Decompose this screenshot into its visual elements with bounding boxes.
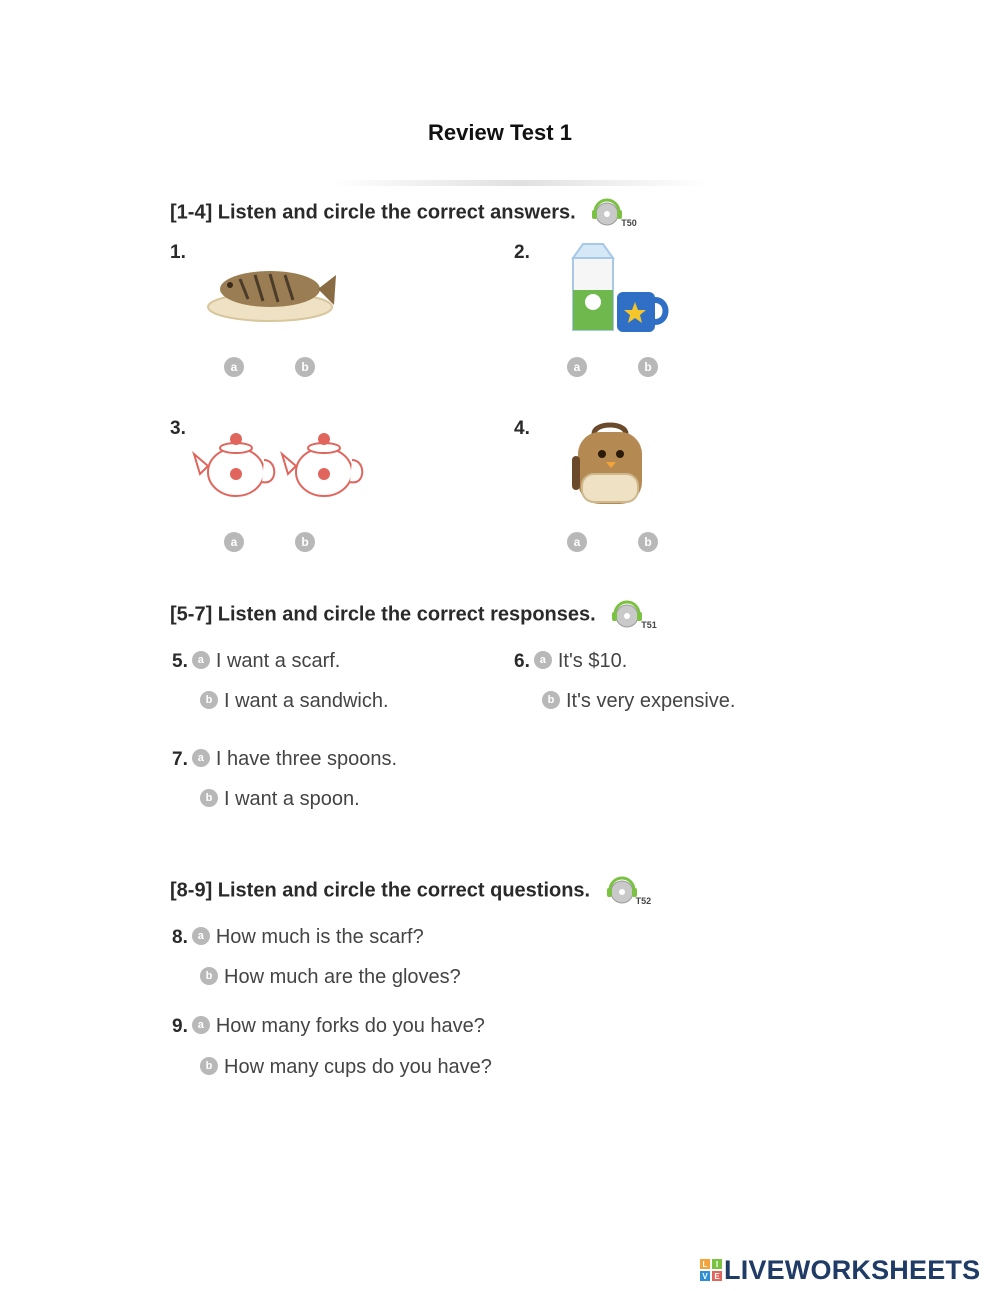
section-heading-1-4 — [170, 198, 637, 228]
option-a-bubble[interactable]: a — [192, 651, 210, 669]
option-b-bubble[interactable]: b — [200, 1057, 218, 1075]
question-number: 8. — [172, 927, 188, 948]
option-text: I want a sandwich. — [224, 690, 389, 712]
question-6-option-a[interactable] — [514, 650, 627, 673]
option-a-bubble[interactable]: a — [192, 749, 210, 767]
question-7-option-b[interactable] — [200, 788, 360, 811]
option-a-bubble[interactable]: a — [192, 1016, 210, 1034]
track-number: T52 — [635, 896, 652, 906]
question-number: 9. — [172, 1016, 188, 1037]
question-number: 2. — [514, 242, 530, 263]
section-heading-text: [8-9] Listen and circle the correct questions. — [170, 879, 591, 902]
brand-name: LIVEWORKSHEETS — [724, 1255, 981, 1285]
logo-letter: L — [702, 1260, 708, 1269]
track-number: T51 — [641, 620, 657, 630]
section-heading-text: [1-4] Listen and circle the correct answers. — [170, 201, 576, 224]
page-title: Review Test 1 — [428, 120, 572, 145]
liveworksheets-logo[interactable] — [700, 1253, 995, 1287]
question-number: 1. — [170, 242, 186, 263]
section-heading-text: [5-7] Listen and circle the correct responses. — [170, 603, 596, 626]
audio-cd-icon[interactable] — [609, 600, 645, 630]
option-text: It's $10. — [557, 650, 628, 672]
option-text: How much are the gloves? — [224, 966, 461, 988]
option-b-bubble[interactable]: b — [200, 967, 218, 985]
question-number: 7. — [172, 749, 188, 770]
question-5-option-a[interactable] — [172, 650, 340, 673]
question-8-option-a[interactable] — [172, 926, 424, 949]
question-number: 6. — [514, 651, 530, 672]
teapots-image — [192, 430, 368, 505]
option-a-bubble[interactable]: a — [534, 651, 552, 669]
fish-on-plate-image — [200, 255, 340, 325]
option-text: I have three spoons. — [215, 748, 398, 770]
question-number: 3. — [170, 418, 186, 439]
option-b-bubble[interactable]: b — [295, 532, 315, 552]
question-number: 5. — [172, 651, 188, 672]
option-a-bubble[interactable]: a — [567, 532, 587, 552]
liveworksheets-logo-icon — [700, 1259, 722, 1281]
logo-letter: V — [702, 1272, 708, 1281]
question-6-option-b[interactable] — [542, 690, 735, 713]
option-b-bubble[interactable]: b — [638, 357, 658, 377]
option-text: I want a scarf. — [215, 650, 341, 672]
question-8-option-b[interactable] — [200, 966, 461, 989]
question-9-option-a[interactable] — [172, 1015, 485, 1038]
milk-and-cup-image — [565, 240, 675, 340]
section-heading-8-9 — [170, 876, 651, 906]
option-a-bubble[interactable]: a — [567, 357, 587, 377]
option-a-bubble[interactable]: a — [224, 532, 244, 552]
option-b-bubble[interactable]: b — [200, 691, 218, 709]
logo-letter: E — [714, 1272, 720, 1281]
option-text: How many cups do you have? — [224, 1056, 492, 1078]
audio-cd-icon[interactable] — [604, 876, 640, 906]
question-7-option-a[interactable] — [172, 748, 397, 771]
option-text: How many forks do you have? — [215, 1015, 485, 1037]
audio-cd-icon[interactable] — [589, 198, 625, 228]
question-5-option-b[interactable] — [200, 690, 389, 713]
question-9-option-b[interactable] — [200, 1056, 492, 1079]
option-b-bubble[interactable]: b — [542, 691, 560, 709]
option-text: It's very expensive. — [566, 690, 736, 712]
option-text: How much is the scarf? — [215, 926, 424, 948]
backpack-image — [568, 420, 652, 510]
option-b-bubble[interactable]: b — [295, 357, 315, 377]
option-a-bubble[interactable]: a — [192, 927, 210, 945]
option-a-bubble[interactable]: a — [224, 357, 244, 377]
logo-letter: I — [715, 1260, 719, 1269]
track-number: T50 — [621, 218, 637, 228]
option-b-bubble[interactable]: b — [638, 532, 658, 552]
section-heading-5-7 — [170, 600, 657, 630]
option-b-bubble[interactable]: b — [200, 789, 218, 807]
question-number: 4. — [514, 418, 530, 439]
section-divider — [330, 180, 710, 186]
option-text: I want a spoon. — [224, 788, 360, 810]
